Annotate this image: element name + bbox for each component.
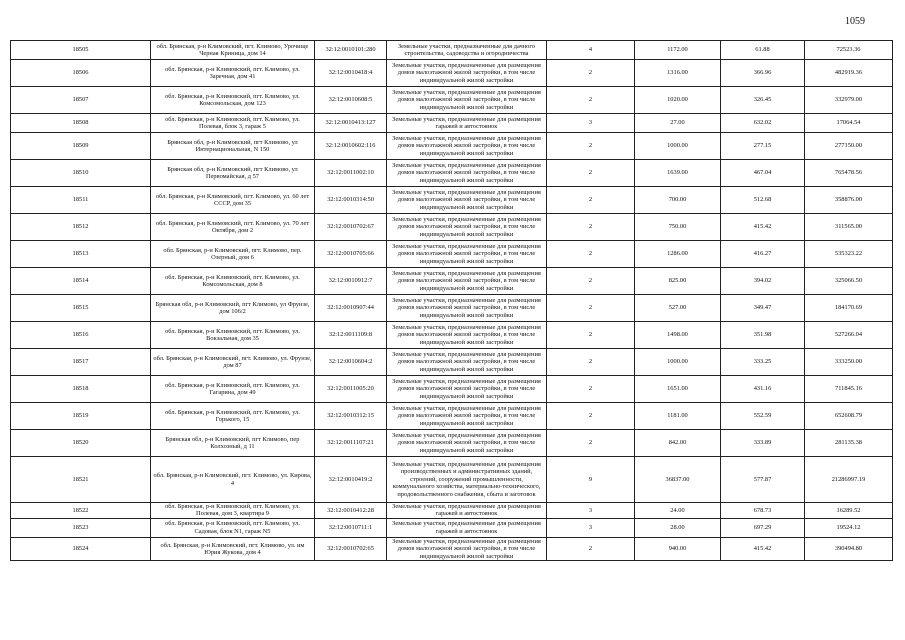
table-row <box>11 87 893 114</box>
area-cell: 1286.00 <box>635 241 721 268</box>
area-cell: 1316.00 <box>635 60 721 87</box>
cadastral-number-cell: 32:12:0010312:15 <box>315 403 387 430</box>
group-cell: 2 <box>547 403 635 430</box>
table-row <box>11 268 893 295</box>
land-use-cell: Земельные участки, предназначенные для размещения домов малоэтажной жилой застройки, в том числе индивидуальной жилой застройки <box>387 376 547 403</box>
area-cell: 24.00 <box>635 503 721 519</box>
land-use-cell: Земельные участки, предназначенные для дачного строительства, садоводства и огородничества <box>387 41 547 60</box>
specific-value-cell: 326.45 <box>721 87 805 114</box>
group-cell: 3 <box>547 503 635 519</box>
area-cell: 1639.00 <box>635 160 721 187</box>
table-row <box>11 114 893 133</box>
row-id-cell: 18506 <box>11 60 151 87</box>
cadastral-number-cell: 32:12:0011005:20 <box>315 376 387 403</box>
cadastral-value-cell: 19524.12 <box>805 518 893 537</box>
cadastral-value-cell: 184170.69 <box>805 295 893 322</box>
cadastral-number-cell: 32:12:0011002:10 <box>315 160 387 187</box>
group-cell: 2 <box>547 322 635 349</box>
address-cell: обл. Брянская, р-н Климовский, пгт. Климово, ул. Вокзальная, дом 35 <box>151 322 315 349</box>
group-cell: 2 <box>547 60 635 87</box>
page-number: 1059 <box>845 16 865 27</box>
row-id-cell: 18511 <box>11 187 151 214</box>
address-cell: Брянская обл, р-н Климовский, пгт Климово, ул Фрунзе, дом 106/2 <box>151 295 315 322</box>
area-cell: 842.00 <box>635 430 721 457</box>
specific-value-cell: 366.96 <box>721 60 805 87</box>
row-id-cell: 18513 <box>11 241 151 268</box>
group-cell: 2 <box>547 268 635 295</box>
table-row <box>11 241 893 268</box>
cadastral-value-cell: 652608.79 <box>805 403 893 430</box>
area-cell: 1000.00 <box>635 349 721 376</box>
group-cell: 9 <box>547 457 635 503</box>
area-cell: 1020.00 <box>635 87 721 114</box>
land-use-cell: Земельные участки, предназначенные для размещения производственных и административных зданий, строений, сооружений промышленности, коммунального хозяйства, материально-технического, продовольственного снабжения, сбыта и заготовок <box>387 457 547 503</box>
cadastral-number-cell: 32:12:0010314:50 <box>315 187 387 214</box>
table-row <box>11 295 893 322</box>
cadastral-value-cell: 16289.52 <box>805 503 893 519</box>
table-row <box>11 518 893 537</box>
table-row <box>11 430 893 457</box>
table-row <box>11 60 893 87</box>
row-id-cell: 18514 <box>11 268 151 295</box>
land-use-cell: Земельные участки, предназначенные для размещения домов малоэтажной жилой застройки, в том числе индивидуальной жилой застройки <box>387 349 547 376</box>
land-use-cell: Земельные участки, предназначенные для размещения домов малоэтажной жилой застройки, в том числе индивидуальной жилой застройки <box>387 160 547 187</box>
area-cell: 1498.00 <box>635 322 721 349</box>
address-cell: обл. Брянская, р-н Климовский, пгт. Климово, ул. Горького, 15 <box>151 403 315 430</box>
area-cell: 1172.00 <box>635 41 721 60</box>
group-cell: 4 <box>547 41 635 60</box>
cadastral-value-cell: 332979.00 <box>805 87 893 114</box>
specific-value-cell: 678.73 <box>721 503 805 519</box>
cadastral-value-cell: 333250.00 <box>805 349 893 376</box>
specific-value-cell: 415.42 <box>721 214 805 241</box>
land-registry-table <box>10 40 893 561</box>
cadastral-value-cell: 21286997.19 <box>805 457 893 503</box>
land-use-cell: Земельные участки, предназначенные для размещения домов малоэтажной жилой застройки, в том числе индивидуальной жилой застройки <box>387 295 547 322</box>
table-row <box>11 457 893 503</box>
table-row <box>11 160 893 187</box>
cadastral-number-cell: 32:12:0010419:2 <box>315 457 387 503</box>
cadastral-number-cell: 32:12:0010608:5 <box>315 87 387 114</box>
area-cell: 1651.00 <box>635 376 721 403</box>
cadastral-value-cell: 358876.00 <box>805 187 893 214</box>
group-cell: 3 <box>547 114 635 133</box>
group-cell: 2 <box>547 537 635 560</box>
cadastral-number-cell: 32:12:0010702:65 <box>315 537 387 560</box>
group-cell: 2 <box>547 241 635 268</box>
row-id-cell: 18520 <box>11 430 151 457</box>
table-row <box>11 322 893 349</box>
address-cell: обл. Брянская, р-н Климовский, пгт. Климово, ул. Фрунзе, дом 87 <box>151 349 315 376</box>
address-cell: Брянская обл, р-н Климовский, пгт Климово, ул Интернациональная, N 150 <box>151 133 315 160</box>
address-cell: обл. Брянская, р-н Климовский, пгт. Климово, Урочище Черная Криница, дом 14 <box>151 41 315 60</box>
land-use-cell: Земельные участки, предназначенные для размещения домов малоэтажной жилой застройки, в том числе индивидуальной жилой застройки <box>387 187 547 214</box>
table-row <box>11 376 893 403</box>
cadastral-value-cell: 17064.54 <box>805 114 893 133</box>
address-cell: обл. Брянская, р-н Климовский, пгт. Климово, ул. Садовая, блок N1, гараж N5 <box>151 518 315 537</box>
land-use-cell: Земельные участки, предназначенные для размещения домов малоэтажной жилой застройки, в том числе индивидуальной жилой застройки <box>387 403 547 430</box>
cadastral-value-cell: 390494.80 <box>805 537 893 560</box>
row-id-cell: 18507 <box>11 87 151 114</box>
address-cell: обл. Брянская, р-н Климовский, пгт. Климово, ул. 60 лет СССР, дом 35 <box>151 187 315 214</box>
row-id-cell: 18517 <box>11 349 151 376</box>
land-use-cell: Земельные участки, предназначенные для размещения домов малоэтажной жилой застройки, в том числе индивидуальной жилой застройки <box>387 537 547 560</box>
table-row <box>11 349 893 376</box>
address-cell: обл. Брянская, р-н Климовский, пгт. Климово, ул. Заречная, дом 41 <box>151 60 315 87</box>
row-id-cell: 18521 <box>11 457 151 503</box>
row-id-cell: 18515 <box>11 295 151 322</box>
cadastral-value-cell: 535323.22 <box>805 241 893 268</box>
address-cell: обл. Брянская, р-н Климовский, пгт. Климово, ул. Полевая, блок 3, гараж 5 <box>151 114 315 133</box>
address-cell: Брянская обл, р-н Климовский, пгт Климово, ул Первомайская, д 57 <box>151 160 315 187</box>
specific-value-cell: 351.98 <box>721 322 805 349</box>
cadastral-number-cell: 32:12:0010912:7 <box>315 268 387 295</box>
address-cell: обл. Брянская, р-н Климовский, пгт. Климово, пер. Озерный, дом 6 <box>151 241 315 268</box>
row-id-cell: 18509 <box>11 133 151 160</box>
area-cell: 527.00 <box>635 295 721 322</box>
specific-value-cell: 394.02 <box>721 268 805 295</box>
table-row <box>11 214 893 241</box>
area-cell: 750.00 <box>635 214 721 241</box>
land-use-cell: Земельные участки, предназначенные для размещения гаражей и автостоянок <box>387 503 547 519</box>
row-id-cell: 18524 <box>11 537 151 560</box>
area-cell: 1181.00 <box>635 403 721 430</box>
group-cell: 2 <box>547 376 635 403</box>
cadastral-value-cell: 72523.36 <box>805 41 893 60</box>
group-cell: 2 <box>547 430 635 457</box>
group-cell: 2 <box>547 160 635 187</box>
row-id-cell: 18519 <box>11 403 151 430</box>
table-row <box>11 503 893 519</box>
group-cell: 2 <box>547 133 635 160</box>
row-id-cell: 18516 <box>11 322 151 349</box>
cadastral-value-cell: 711845.16 <box>805 376 893 403</box>
group-cell: 2 <box>547 295 635 322</box>
land-use-cell: Земельные участки, предназначенные для размещения гаражей и автостоянок <box>387 114 547 133</box>
address-cell: обл. Брянская, р-н Климовский, пгт. Климово, ул. Комсомольская, дом 123 <box>151 87 315 114</box>
area-cell: 27.00 <box>635 114 721 133</box>
cadastral-number-cell: 32:12:0011107:21 <box>315 430 387 457</box>
land-use-cell: Земельные участки, предназначенные для размещения домов малоэтажной жилой застройки, в том числе индивидуальной жилой застройки <box>387 241 547 268</box>
area-cell: 28.00 <box>635 518 721 537</box>
row-id-cell: 18512 <box>11 214 151 241</box>
area-cell: 940.00 <box>635 537 721 560</box>
group-cell: 2 <box>547 349 635 376</box>
specific-value-cell: 277.15 <box>721 133 805 160</box>
cadastral-value-cell: 527266.04 <box>805 322 893 349</box>
group-cell: 2 <box>547 187 635 214</box>
cadastral-value-cell: 277150.00 <box>805 133 893 160</box>
cadastral-value-cell: 311565.00 <box>805 214 893 241</box>
cadastral-number-cell: 32:12:0010413:127 <box>315 114 387 133</box>
row-id-cell: 18510 <box>11 160 151 187</box>
specific-value-cell: 61.88 <box>721 41 805 60</box>
table-row <box>11 133 893 160</box>
group-cell: 2 <box>547 87 635 114</box>
table-row <box>11 403 893 430</box>
cadastral-number-cell: 32:12:0010418:4 <box>315 60 387 87</box>
address-cell: Брянская обл, р-н Климовский, пгт Климово, пер Колхозный, д 11 <box>151 430 315 457</box>
address-cell: обл. Брянская, р-н Климовский, пгт. Климово, ул. Полевая, дом 3, квартира 9 <box>151 503 315 519</box>
row-id-cell: 18508 <box>11 114 151 133</box>
land-use-cell: Земельные участки, предназначенные для размещения домов малоэтажной жилой застройки, в том числе индивидуальной жилой застройки <box>387 214 547 241</box>
specific-value-cell: 467.04 <box>721 160 805 187</box>
land-use-cell: Земельные участки, предназначенные для размещения гаражей и автостоянок <box>387 518 547 537</box>
land-use-cell: Земельные участки, предназначенные для размещения домов малоэтажной жилой застройки, в том числе индивидуальной жилой застройки <box>387 430 547 457</box>
group-cell: 2 <box>547 214 635 241</box>
specific-value-cell: 415.42 <box>721 537 805 560</box>
area-cell: 36837.00 <box>635 457 721 503</box>
address-cell: обл. Брянская, р-н Климовский, пгт. Климово, ул. Гагарина, дом 49 <box>151 376 315 403</box>
cadastral-value-cell: 325066.50 <box>805 268 893 295</box>
land-use-cell: Земельные участки, предназначенные для размещения домов малоэтажной жилой застройки, в том числе индивидуальной жилой застройки <box>387 268 547 295</box>
cadastral-number-cell: 32:12:0011109:8 <box>315 322 387 349</box>
cadastral-value-cell: 281135.38 <box>805 430 893 457</box>
specific-value-cell: 333.89 <box>721 430 805 457</box>
cadastral-number-cell: 32:12:0010604:2 <box>315 349 387 376</box>
address-cell: обл. Брянская, р-н Климовский, пгт. Климово, ул. им Юрия Жукова, дом 4 <box>151 537 315 560</box>
table-row <box>11 187 893 214</box>
specific-value-cell: 349.47 <box>721 295 805 322</box>
cadastral-value-cell: 765478.56 <box>805 160 893 187</box>
specific-value-cell: 333.25 <box>721 349 805 376</box>
area-cell: 1000.00 <box>635 133 721 160</box>
row-id-cell: 18505 <box>11 41 151 60</box>
cadastral-number-cell: 32:12:0010412:28 <box>315 503 387 519</box>
row-id-cell: 18518 <box>11 376 151 403</box>
specific-value-cell: 416.27 <box>721 241 805 268</box>
specific-value-cell: 552.59 <box>721 403 805 430</box>
area-cell: 825.00 <box>635 268 721 295</box>
address-cell: обл. Брянская, р-н Климовский, пгт. Климово, ул. Комсомольская, дом 8 <box>151 268 315 295</box>
specific-value-cell: 632.02 <box>721 114 805 133</box>
land-use-cell: Земельные участки, предназначенные для размещения домов малоэтажной жилой застройки, в том числе индивидуальной жилой застройки <box>387 322 547 349</box>
cadastral-number-cell: 32:12:0010907:44 <box>315 295 387 322</box>
address-cell: обл. Брянская, р-н Климовский, пгт. Климово, ул. Кирова, 4 <box>151 457 315 503</box>
land-use-cell: Земельные участки, предназначенные для размещения домов малоэтажной жилой застройки, в том числе индивидуальной жилой застройки <box>387 133 547 160</box>
land-use-cell: Земельные участки, предназначенные для размещения домов малоэтажной жилой застройки, в том числе индивидуальной жилой застройки <box>387 87 547 114</box>
address-cell: обл. Брянская, р-н Климовский, пгт. Климово, ул. 70 лет Октября, дом 2 <box>151 214 315 241</box>
cadastral-number-cell: 32:12:0010602:116 <box>315 133 387 160</box>
land-use-cell: Земельные участки, предназначенные для размещения домов малоэтажной жилой застройки, в том числе индивидуальной жилой застройки <box>387 60 547 87</box>
specific-value-cell: 512.68 <box>721 187 805 214</box>
cadastral-number-cell: 32:12:0010101:280 <box>315 41 387 60</box>
cadastral-value-cell: 482919.36 <box>805 60 893 87</box>
specific-value-cell: 577.87 <box>721 457 805 503</box>
group-cell: 3 <box>547 518 635 537</box>
cadastral-number-cell: 32:12:0010711:1 <box>315 518 387 537</box>
area-cell: 700.00 <box>635 187 721 214</box>
table-body <box>11 41 893 561</box>
table-row <box>11 41 893 60</box>
cadastral-number-cell: 32:12:0010705:66 <box>315 241 387 268</box>
cadastral-number-cell: 32:12:0010702:67 <box>315 214 387 241</box>
specific-value-cell: 431.16 <box>721 376 805 403</box>
row-id-cell: 18523 <box>11 518 151 537</box>
table-row <box>11 537 893 560</box>
row-id-cell: 18522 <box>11 503 151 519</box>
specific-value-cell: 697.29 <box>721 518 805 537</box>
